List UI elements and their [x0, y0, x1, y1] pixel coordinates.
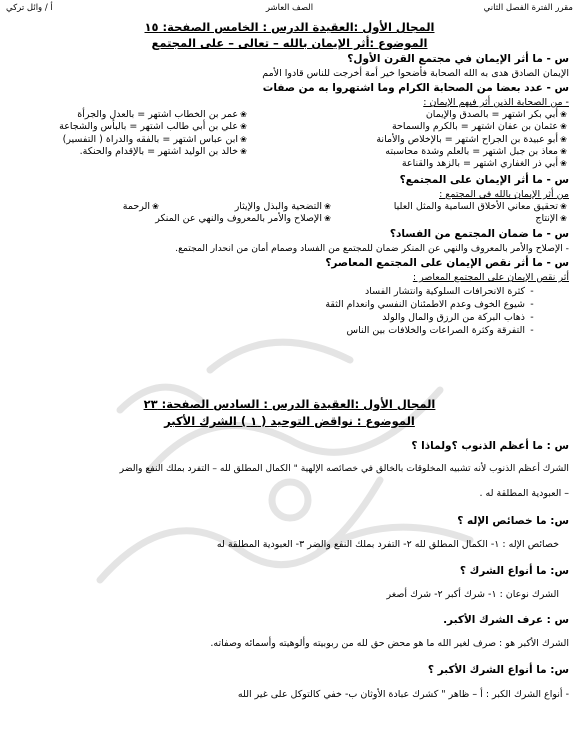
effect-item: ❀الإنتاج — [394, 213, 569, 225]
flower-bullet-icon: ❀ — [324, 214, 331, 224]
effect-item: ❀الرحمة — [123, 201, 161, 213]
companion-item: ❀معاذ بن جبل اشتهر = بالعلم وشدة محاسبته — [376, 146, 569, 158]
l1-question-5: س - ما أثر نقص الإيمان على المجتمع المعاصر؟ — [325, 257, 569, 269]
l1-answer-2-head: - من الصحابة الذين أثر فيهم الإيمان : — [423, 97, 569, 108]
flower-bullet-icon: ❀ — [560, 134, 567, 144]
deficit-item: -التفرقة وكثرة الصراعات والخلافات بين الناس — [346, 325, 534, 336]
companions-col-right — [376, 109, 569, 170]
deficit-item: -ذهاب البركة من الرزق والمال والولد — [382, 312, 534, 323]
l2-answer-1-line1: الشرك أعظم الذنوب لأنه تشبيه المخلوقات بالخالق في خصائصه الإلهية " الكمال المطلق لله – التفرد بملك النفع والضر — [119, 463, 569, 474]
flower-bullet-icon: ❀ — [560, 159, 567, 169]
companion-item: ❀عمر بن الخطاب اشتهر = بالعدل والجرأة — [59, 109, 249, 121]
flower-bullet-icon: ❀ — [560, 202, 567, 211]
effects-grid — [6, 201, 569, 227]
flower-bullet-icon: ❀ — [152, 202, 159, 211]
companion-item: ❀أبي ذر الغفاري اشتهر = بالزهد والقناعة — [376, 158, 569, 170]
l2-question-4: س : عرف الشرك الأكبر. — [443, 614, 569, 626]
l2-answer-4: الشرك الأكبر هو : صرف لغير الله ما هو محض حق لله من ربوبيته وألوهيته وأسمائه وصفاته. — [210, 638, 569, 649]
l2-answer-5: - أنواع الشرك الكبر : أ – ظاهر " كشرك عبادة الأوثان ب- خفي كالتوكل على غير الله — [237, 689, 569, 700]
companion-item: ❀علي بن أبي طالب اشتهر = بالبأس والشجاعة — [59, 121, 249, 133]
deficit-item: -شيوع الخوف وعدم الاطمئنان النفسي وانعدام الثقة — [325, 299, 534, 310]
l1-question-1: س - ما أثر الإيمان في مجتمع القرن الأول؟ — [347, 53, 569, 65]
effect-item: ❀التضحية والبذل والإيثار — [155, 201, 333, 213]
page-header — [6, 3, 573, 17]
l2-question-5: س: ما أنواع الشرك الأكبر ؟ — [427, 664, 569, 676]
effect-item: ❀الإصلاح والأمر بالمعروف والنهي عن المنكر — [155, 213, 333, 225]
lesson2-title: المجال الأول :العقيدة الدرس : السادس الصفحة: ٢٣ — [143, 397, 436, 411]
flower-bullet-icon: ❀ — [560, 110, 567, 119]
companion-item: ❀ابن عباس اشتهر = بالفقه والدراة ( التفسير) — [59, 134, 249, 146]
l1-question-4: س - ما ضمان المجتمع من الفساد؟ — [389, 228, 569, 240]
l1-answer-4: - الإصلاح والأمر بالمعروف والنهي عن المنكر ضمان للمجتمع من الفساد وصمام أمان من انحدار المجتمع. — [175, 243, 569, 254]
flower-bullet-icon: ❀ — [560, 146, 567, 156]
companion-item: ❀أبي بكر اشتهر = بالصدق والإيمان — [376, 109, 569, 121]
flower-bullet-icon: ❀ — [560, 214, 567, 224]
l1-answer-3-head: من أثر الإيمان بالله في المجتمع : — [439, 189, 569, 200]
flower-bullet-icon: ❀ — [324, 202, 331, 211]
l2-answer-2: خصائص الإله : ١- الكمال المطلق لله ٢- التفرد بملك النفع والضر ٣- العبودية المطلقة له — [216, 539, 559, 550]
lesson2-topic: الموضوع : نواقض التوحيد ( ١ ) الشرك الأكبر — [164, 414, 415, 428]
header-course: مقرر الفترة الفصل الثاني — [483, 3, 573, 13]
flower-bullet-icon: ❀ — [240, 146, 247, 156]
companions-grid — [6, 109, 569, 173]
l2-answer-1-line2: – العبودية المطلقة له . — [479, 488, 569, 499]
flower-bullet-icon: ❀ — [240, 110, 247, 119]
companion-item: ❀خالد بن الوليد اشتهر = بالإقدام والحنكة. — [59, 146, 249, 158]
l1-answer-5-head: أثر نقص الإيمان على المجتمع المعاصر : — [412, 272, 569, 283]
effects-col-2 — [155, 201, 333, 226]
companion-item: ❀عثمان بن عفان اشتهر = بالكرم والسماحة — [376, 121, 569, 133]
flower-bullet-icon: ❀ — [240, 122, 247, 132]
deficits-list — [139, 285, 539, 337]
lesson1-topic: الموضوع :أثر الإيمان بالله – تعالى – على المجتمع — [151, 36, 428, 50]
effects-col-3 — [123, 201, 161, 213]
l2-question-2: س: ما خصائص الإله ؟ — [457, 515, 569, 527]
companions-col-middle — [59, 109, 249, 158]
companion-item: ❀أبو عبيدة بن الجراح اشتهر = بالإخلاص والأمانة — [376, 134, 569, 146]
l2-answer-3: الشرك نوعان : ١- شرك أكبر ٢- شرك أصغر — [386, 589, 559, 600]
l1-question-2: س - عدد بعضا من الصحابة الكرام وما اشتهروا به من صفات — [262, 82, 569, 94]
header-grade: الصف العاشر — [265, 3, 314, 13]
effect-item: ❀تحقيق معاني الأخلاق السامية والمثل العليا — [394, 201, 569, 213]
deficit-item: -كثرة الانحرافات السلوكية وانتشار الفساد — [365, 286, 534, 297]
effects-col-1 — [394, 201, 569, 226]
l2-question-1: س : ما أعظم الذنوب ؟ولماذا ؟ — [411, 440, 569, 452]
l2-question-3: س: ما أنواع الشرك ؟ — [459, 565, 569, 577]
flower-bullet-icon: ❀ — [240, 134, 247, 144]
header-teacher: أ / وائل تركي — [6, 3, 53, 13]
flower-bullet-icon: ❀ — [560, 122, 567, 132]
l1-question-3: س - ما أثر الإيمان على المجتمع؟ — [399, 174, 569, 186]
l1-answer-1: الإيمان الصادق هدى به الله الصحابة فأضحوا خير أمة أخرجت للناس قادوا الأمم — [262, 68, 569, 79]
deficits-col — [325, 285, 539, 337]
lesson1-title: المجال الأول :العقيدة الدرس : الخامس الصفحة: ١٥ — [144, 20, 435, 34]
